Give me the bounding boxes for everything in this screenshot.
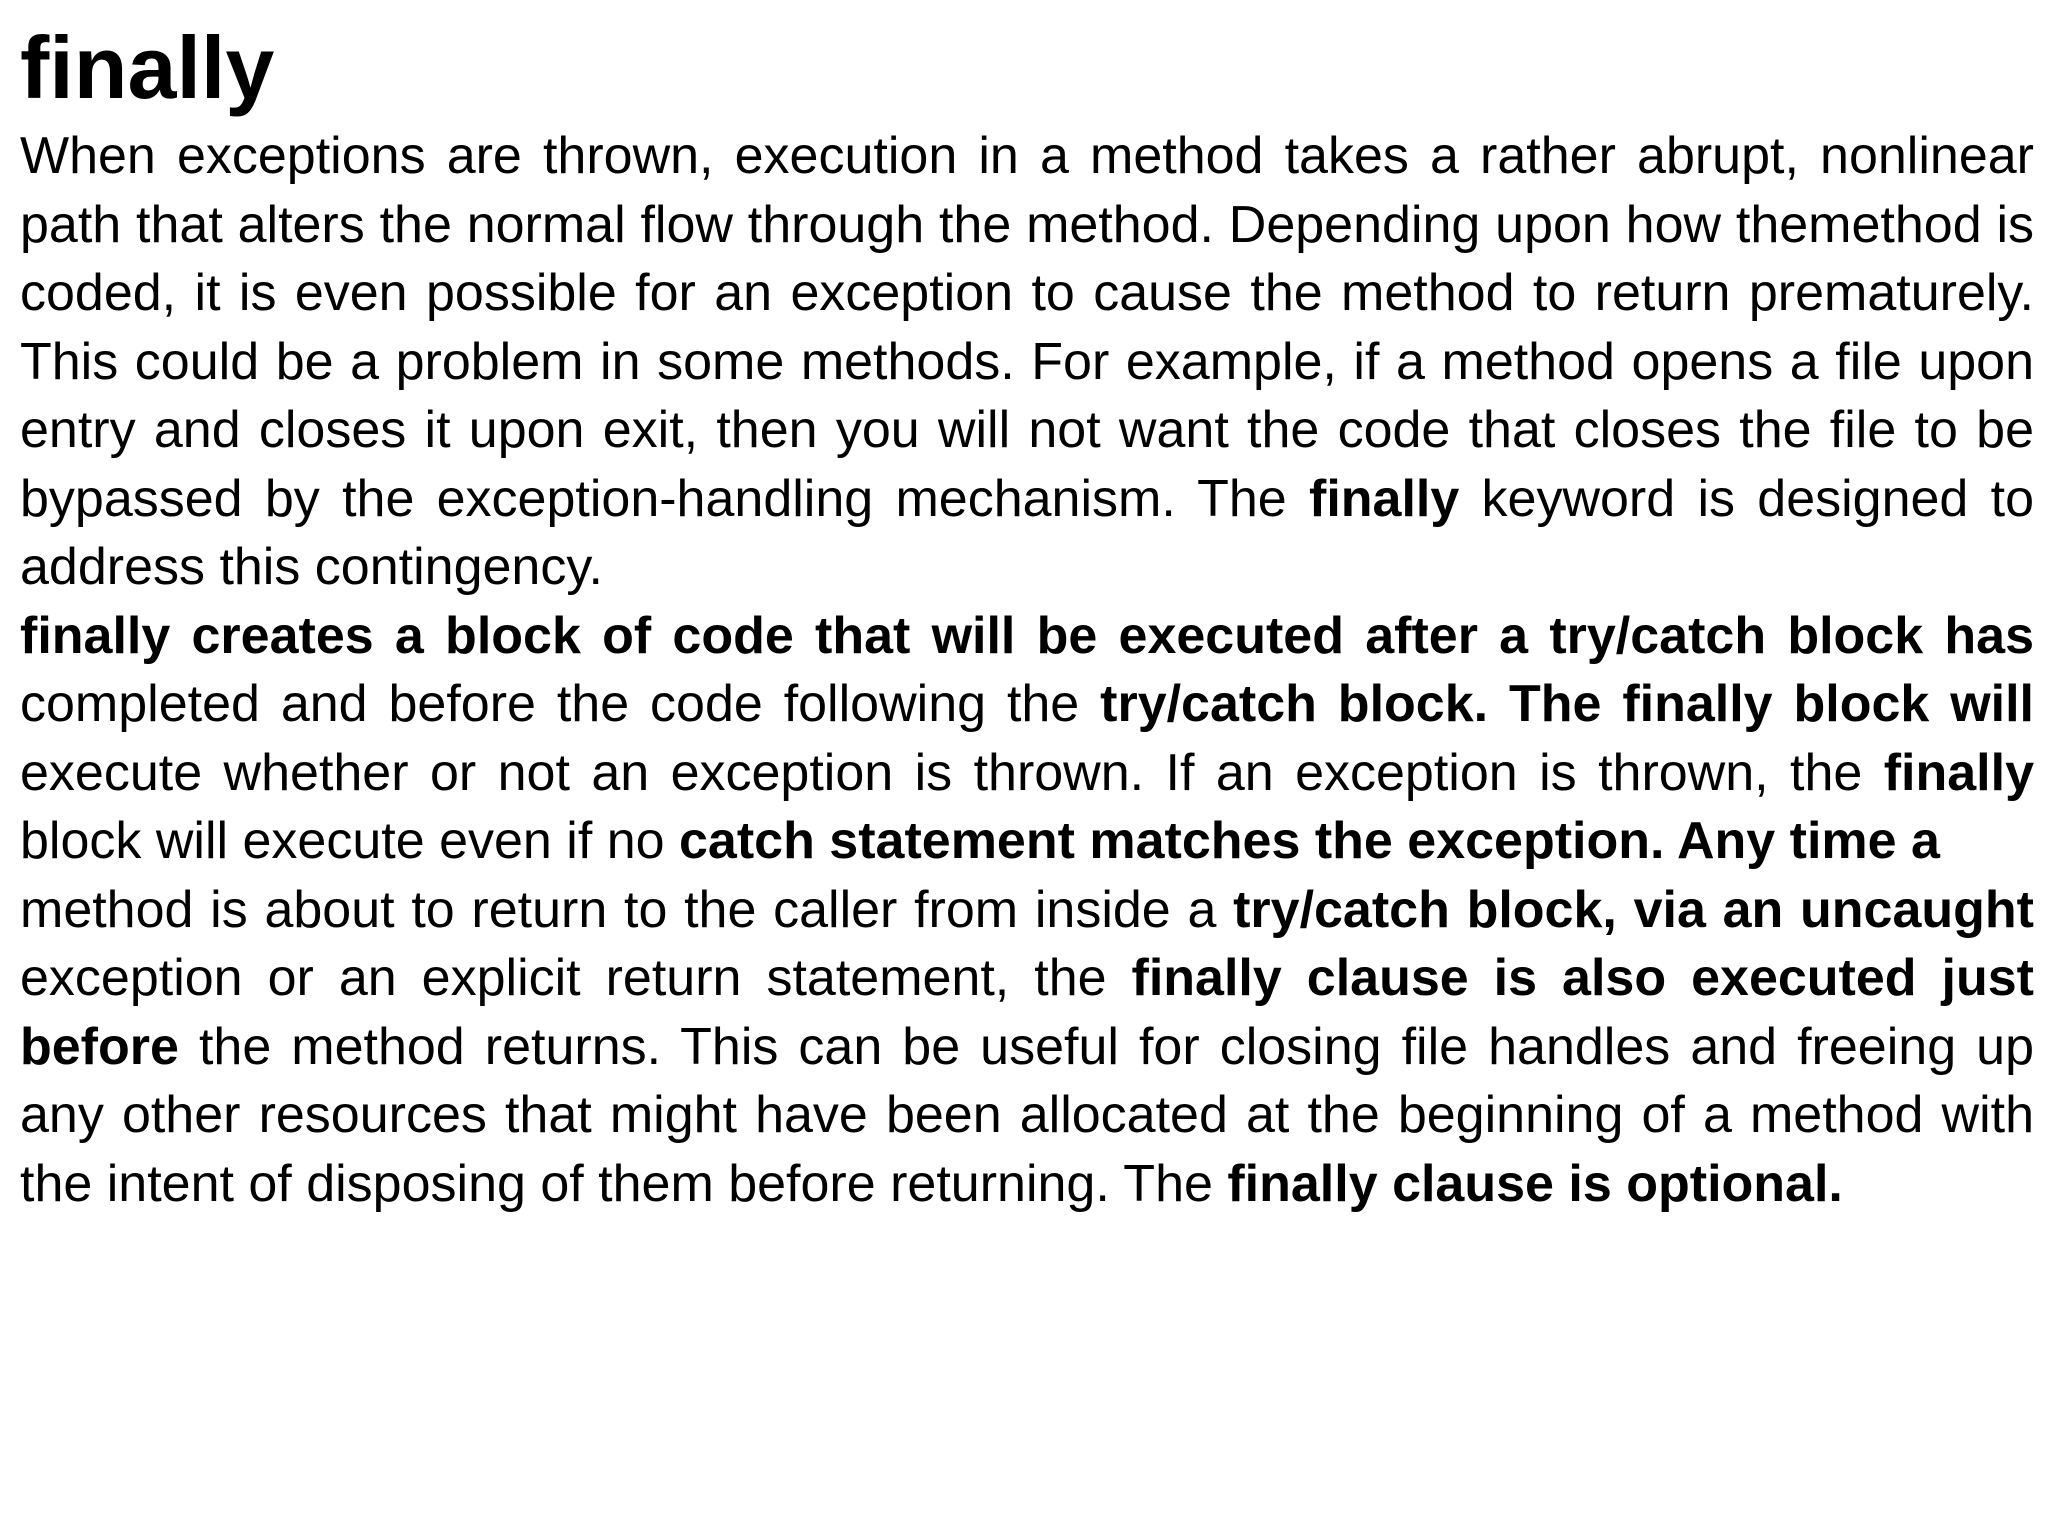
paragraph-2-text-2: execute whether or not an exception is thrown. If an exception is thrown, the [20,743,1884,802]
paragraph-2-bold-3: catch statement matches the exception. Any time a [679,812,1940,870]
paragraph-3-bold-3: finally clause is optional. [1227,1154,1843,1213]
paragraph-3-text-3: the method returns. This can be useful for closing file handles and freeing up any other resources that might have been allocated at the beginning of a method with the intent of disposing of them before returning. The [20,1017,2034,1213]
paragraph-3-text-2: exception or an explicit return statement, the [20,949,1132,1007]
paragraph-2-keyword-finally: finally [1883,743,2034,802]
paragraph-2-bold-2: try/catch block. The finally block will [1100,675,2035,733]
paragraph-3-bold-2: finally clause is also executed just before [20,949,2034,1076]
paragraph-1-keyword-finally: finally [1309,469,1460,528]
paragraph-3 [20,876,2034,1219]
paragraph-1 [20,122,2034,602]
slide-title: finally [20,18,275,117]
paragraph-2 [20,602,2034,876]
paragraph-2-bold-1: finally creates a block of code that will be executed after a try/catch block has [20,606,2034,665]
paragraph-3-text-1: method is about to return to the caller from inside a [20,880,1234,939]
paragraph-3-bold-1: try/catch block, via an uncaught [1233,880,2034,939]
slide [20,18,2034,1218]
paragraph-2-text-1: completed and before the code following the [20,675,1101,733]
paragraph-1-text-2: keyword is designed to address this contingency. [20,469,2034,596]
paragraph-1-text-1: When exceptions are thrown, execution in a method takes a rather abrupt, nonlinear path that alters the normal flow through the method. Depending upon how themethod is coded, it is even possible for an exception to cause the method to return prematurely. This could be a problem in some methods. For example, if a method opens a file upon entry and closes it upon exit, then you will not want the code that closes the file to be bypassed by the exception-handling mechanism. The [20,127,2034,528]
paragraph-2-text-3: block will execute even if no [20,812,680,870]
